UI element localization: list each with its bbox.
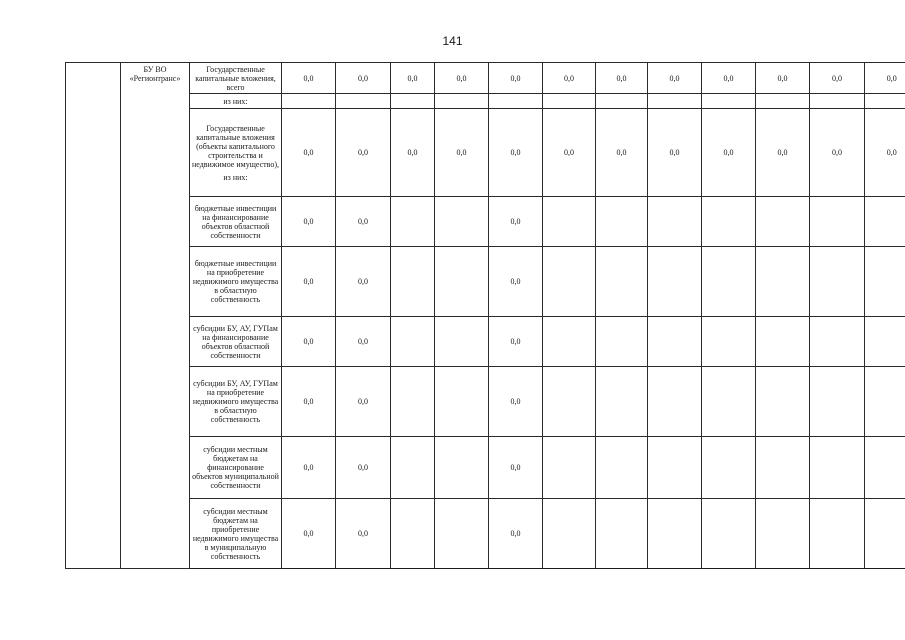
row-label [190,367,282,437]
row-label [190,247,282,317]
value-cell: 0,0 [596,109,648,197]
value-cell [702,94,756,109]
value-cell: 0,0 [336,109,391,197]
value-cell: 0,0 [282,437,336,499]
value-cell: 0,0 [391,109,435,197]
value-cell: 0,0 [648,63,702,94]
value-cell [435,437,489,499]
row-label-suffix: из них: [223,172,248,182]
value-cell [435,94,489,109]
value-cell [435,317,489,367]
value-cell: 0,0 [282,63,336,94]
value-cell: 0,0 [489,437,543,499]
value-cell: 0,0 [282,317,336,367]
value-cell [702,499,756,569]
value-cell: 0,0 [336,247,391,317]
value-cell [702,367,756,437]
table-row [66,367,905,437]
value-cell: 0,0 [810,63,865,94]
blank-column [66,63,121,569]
value-cell [435,247,489,317]
value-cell [810,437,865,499]
value-cell [543,367,596,437]
value-cell: 0,0 [702,109,756,197]
value-cell: 0,0 [282,109,336,197]
organization-cell [121,63,190,569]
value-cell [865,197,905,247]
value-cell [702,247,756,317]
value-cell [756,367,810,437]
value-cell: 0,0 [435,63,489,94]
value-cell [435,499,489,569]
value-cell: 0,0 [336,437,391,499]
value-cell [756,247,810,317]
row-label [190,63,282,94]
value-cell [596,197,648,247]
value-cell [596,317,648,367]
budget-table [65,62,905,569]
row-label-text: из них: [223,96,248,106]
row-label [190,109,282,197]
value-cell [391,437,435,499]
value-cell [810,247,865,317]
row-label-text: субсидии местным бюджетам на приобретение недвижимого имущества в муниципальную собственность [192,506,279,561]
value-cell: 0,0 [489,499,543,569]
value-cell [543,247,596,317]
value-cell: 0,0 [435,109,489,197]
value-cell [702,197,756,247]
value-cell [865,247,905,317]
row-label-text: Государственные капитальные вложения, всего [195,64,276,92]
table-row [66,197,905,247]
row-label-text: субсидии БУ, АУ, ГУПам на приобретение недвижимого имущества в областную собственность [192,379,279,424]
row-label [190,437,282,499]
value-cell: 0,0 [648,109,702,197]
table-row [66,437,905,499]
value-cell [648,247,702,317]
value-cell: 0,0 [489,197,543,247]
row-label-text: субсидии БУ, АУ, ГУПам на финансирование объектов областной собственности [193,323,278,360]
value-cell: 0,0 [489,63,543,94]
organization-line2: «Регионтранс» [129,74,181,83]
table-row [66,499,905,569]
table-row [66,317,905,367]
value-cell [648,317,702,367]
value-cell [756,197,810,247]
value-cell: 0,0 [756,109,810,197]
value-cell [756,94,810,109]
row-label [190,499,282,569]
row-label [190,94,282,109]
value-cell: 0,0 [282,247,336,317]
value-cell: 0,0 [282,197,336,247]
value-cell: 0,0 [336,63,391,94]
value-cell [865,94,905,109]
value-cell [756,317,810,367]
value-cell: 0,0 [336,367,391,437]
value-cell [756,499,810,569]
value-cell [391,94,435,109]
value-cell: 0,0 [391,63,435,94]
value-cell: 0,0 [489,247,543,317]
value-cell [865,317,905,367]
value-cell [810,317,865,367]
value-cell: 0,0 [543,109,596,197]
value-cell: 0,0 [865,63,905,94]
value-cell [596,94,648,109]
value-cell: 0,0 [489,317,543,367]
value-cell [865,437,905,499]
row-label-text: бюджетные инвестиции на приобретение недвижимого имущества в областную собственность [192,259,279,304]
row-label-text: Государственные капитальные вложения (объекты капитального строительства и недвижимое имущество), [191,123,280,169]
value-cell [702,317,756,367]
value-cell [596,367,648,437]
value-cell: 0,0 [336,197,391,247]
page-number: 141 [442,34,463,48]
value-cell [648,94,702,109]
value-cell: 0,0 [865,109,905,197]
value-cell: 0,0 [336,317,391,367]
value-cell [810,94,865,109]
value-cell [336,94,391,109]
value-cell [810,197,865,247]
value-cell: 0,0 [756,63,810,94]
value-cell [435,197,489,247]
value-cell [648,367,702,437]
value-cell [543,197,596,247]
value-cell: 0,0 [702,63,756,94]
row-label [190,317,282,367]
value-cell [865,367,905,437]
value-cell [543,317,596,367]
value-cell [543,437,596,499]
value-cell [543,94,596,109]
value-cell [648,437,702,499]
value-cell [756,437,810,499]
value-cell [391,367,435,437]
value-cell [702,437,756,499]
value-cell [391,499,435,569]
row-label-text: бюджетные инвестиции на финансирование объектов областной собственности [194,203,277,240]
table-row [66,94,905,109]
value-cell [435,367,489,437]
value-cell [810,367,865,437]
value-cell: 0,0 [282,367,336,437]
table-row [66,247,905,317]
value-cell: 0,0 [489,367,543,437]
value-cell: 0,0 [543,63,596,94]
value-cell [543,499,596,569]
value-cell [391,197,435,247]
value-cell: 0,0 [810,109,865,197]
value-cell [596,499,648,569]
table-row [66,109,905,197]
row-label-text: субсидии местным бюджетам на финансирование объектов муниципальной собственности [192,445,279,490]
value-cell: 0,0 [336,499,391,569]
value-cell [648,499,702,569]
table-row [66,63,905,94]
value-cell [391,247,435,317]
value-cell: 0,0 [489,109,543,197]
value-cell: 0,0 [282,499,336,569]
value-cell [282,94,336,109]
value-cell [810,499,865,569]
value-cell [596,247,648,317]
value-cell [648,197,702,247]
value-cell [865,499,905,569]
value-cell [489,94,543,109]
value-cell: 0,0 [596,63,648,94]
row-label [190,197,282,247]
value-cell [596,437,648,499]
value-cell [391,317,435,367]
organization-line1: БУ ВО [143,65,167,74]
